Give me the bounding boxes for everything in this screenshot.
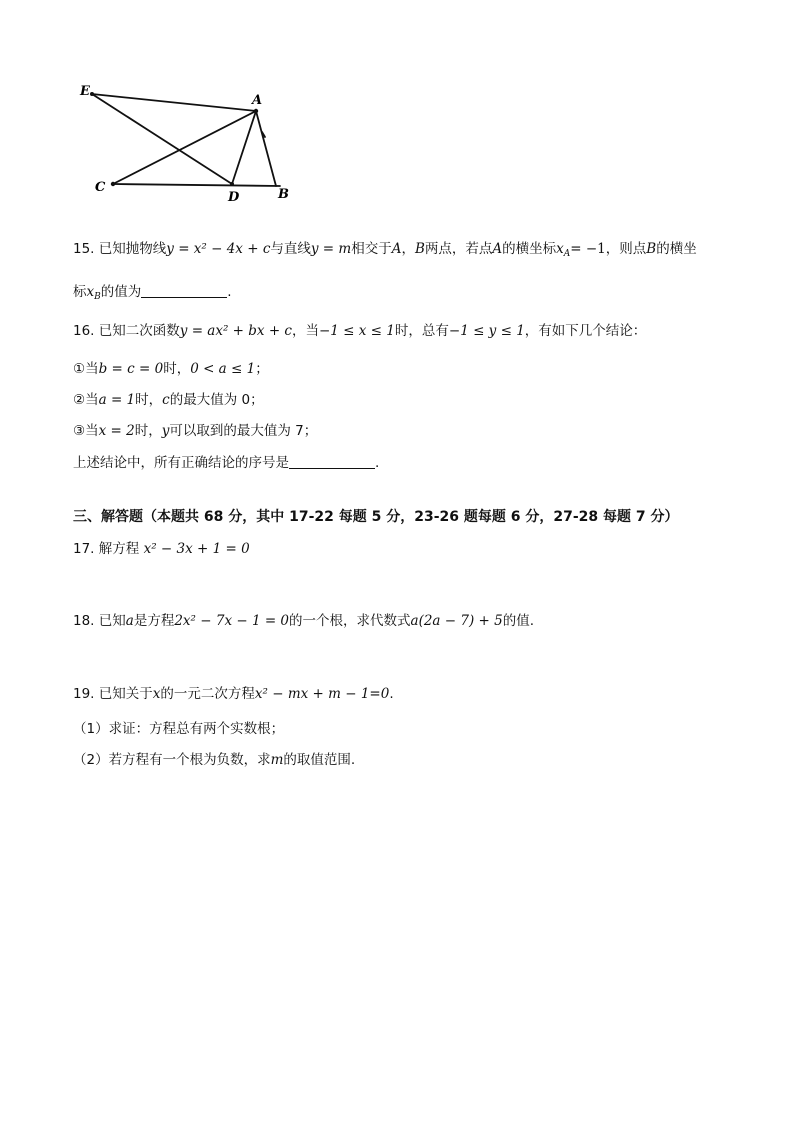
q15-point-b: B (414, 241, 425, 257)
q15-text-1: 已知抛物线 (98, 241, 167, 257)
q15-text-5: 的横坐标 (502, 241, 557, 257)
q17-text: 解方程 (98, 541, 140, 557)
label-d: D (228, 190, 240, 205)
q15-xb: $x_B$ (86, 284, 101, 302)
q18-text-3: 的一个根，求代数式 (289, 613, 411, 629)
question-18 (73, 612, 534, 630)
label-b: B (278, 187, 289, 202)
question-19 (73, 685, 394, 703)
q15-line-equation: y = m (310, 241, 352, 257)
q15-text-7: 的横坐 (656, 241, 697, 257)
q15-point-a-2: A (492, 241, 503, 257)
q16-number: 16. (73, 323, 95, 339)
q18-text-4: 的值. (502, 613, 535, 629)
q17-number: 17. (73, 541, 95, 557)
q17-equation: x² − 3x + 1 = 0 (143, 541, 250, 557)
question-17 (73, 540, 250, 558)
q15-text-9: 的值为 (100, 284, 142, 300)
q19-end: . (389, 686, 394, 702)
q15-text-6: ，则点 (605, 241, 647, 257)
point-c (111, 182, 115, 186)
segment-ab (256, 111, 276, 186)
q15-end: . (227, 284, 232, 300)
point-a (254, 109, 258, 113)
q16-x-condition: −1 ≤ x ≤ 1 (318, 323, 395, 339)
q15-point-a: A (391, 241, 402, 257)
segment-ed (92, 94, 232, 184)
q15-text-3: 相交于 (351, 241, 392, 257)
geometry-figure (76, 80, 306, 210)
q16-answer-blank[interactable] (289, 455, 375, 469)
q16-text-1: 已知二次函数 (98, 323, 180, 339)
segment-ea (92, 94, 256, 111)
q18-text-2: 是方程 (133, 613, 175, 629)
q16-conclusion-3: ③当x = 2时，y可以取到的最大值为 7； (73, 423, 318, 439)
q15-text-8: 标 (73, 284, 87, 300)
q19-number: 19. (73, 686, 95, 702)
q16-conclusion-2: ②当a = 1时，c的最大值为 0； (73, 392, 264, 408)
q15-number: 15. (73, 241, 95, 257)
q15-text-4: 两点，若点 (424, 241, 493, 257)
q15-parabola-equation: y = x² − 4x + c (166, 241, 271, 257)
q16-text-3: 时，总有 (394, 323, 449, 339)
q18-text-1: 已知 (98, 613, 126, 629)
q15-text-2: 与直线 (270, 241, 311, 257)
point-e (90, 92, 94, 96)
question-15-line-1 (73, 240, 697, 258)
q16-conclusion-1: ①当b = c = 0时，0 < a ≤ 1； (73, 361, 269, 377)
q15-xa: $x_A$ (556, 241, 571, 259)
q18-number: 18. (73, 613, 95, 629)
q19-part-1: （1）求证：方程总有两个实数根； (73, 721, 285, 737)
q16-text-2: ，当 (291, 323, 319, 339)
q15-answer-blank[interactable] (141, 284, 227, 298)
q15-point-b-2: B (646, 241, 657, 257)
label-a: A (252, 93, 263, 108)
q18-equation: 2x² − 7x − 1 = 0 (174, 613, 290, 629)
question-15-line-2 (73, 283, 232, 301)
point-d (230, 182, 234, 186)
q19-equation: x² − mx + m − 1=0 (254, 686, 390, 702)
section-3-title: 三、解答题（本题共 68 分，其中 17-22 每题 5 分，23-26 题每题 6 分，27-28 每题 7 分） (73, 509, 679, 525)
label-e: E (80, 84, 90, 99)
label-c: C (95, 180, 106, 195)
q19-text-1: 已知关于 (98, 686, 153, 702)
q15-xa-value: = −1 (570, 241, 606, 257)
question-16-line-1 (73, 322, 646, 340)
q15-separator: ， (401, 241, 415, 257)
q18-expression: a(2a − 7) + 5 (410, 613, 503, 629)
segment-cb (113, 184, 280, 186)
q16-function-equation: y = ax² + bx + c (179, 323, 292, 339)
q19-var-x: x (152, 686, 161, 702)
q18-var-a: a (125, 613, 134, 629)
q16-summary: 上述结论中，所有正确结论的序号是 . (73, 455, 380, 471)
q19-text-2: 的一元二次方程 (160, 686, 255, 702)
q19-part-2: （2）若方程有一个根为负数，求m的取值范围. (73, 752, 356, 768)
q16-y-condition: −1 ≤ y ≤ 1 (448, 323, 525, 339)
q16-text-4: ，有如下几个结论： (524, 323, 647, 339)
